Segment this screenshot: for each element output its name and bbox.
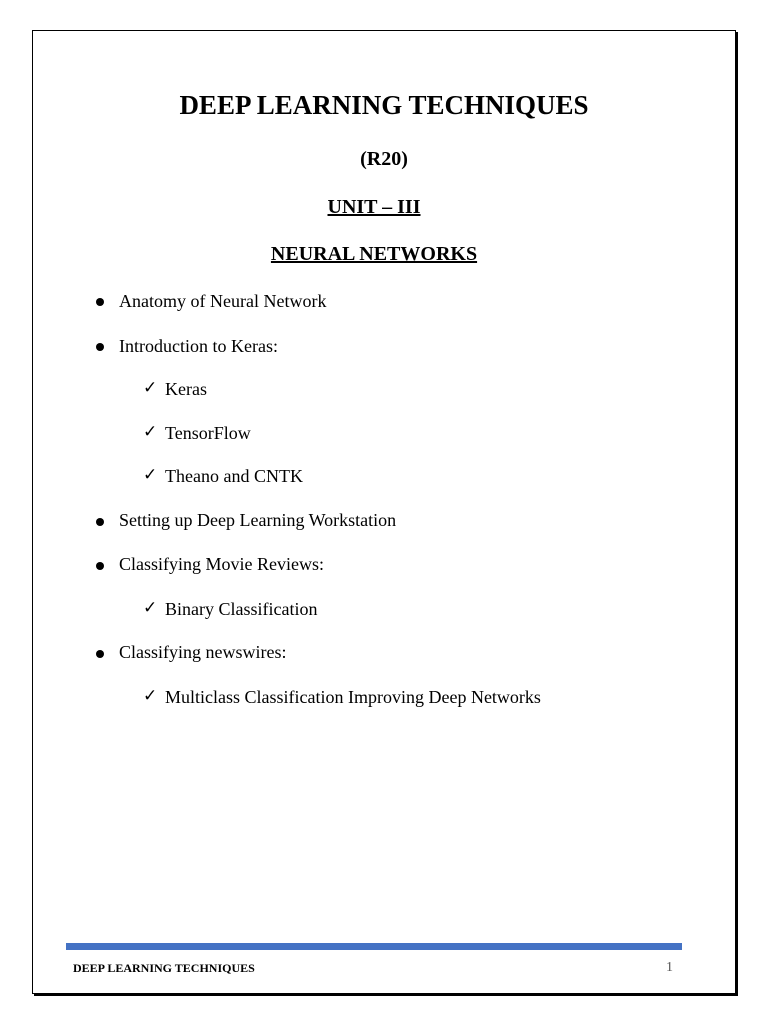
check-icon: ✓ bbox=[143, 465, 158, 484]
list-item: Setting up Deep Learning Workstation bbox=[119, 510, 397, 530]
unit-heading bbox=[0, 196, 748, 219]
check-icon: ✓ bbox=[143, 378, 158, 397]
bullet-icon bbox=[96, 650, 104, 658]
footer-bar bbox=[66, 943, 682, 950]
regulation-code: (R20) bbox=[360, 148, 408, 170]
list-item: Introduction to Keras: bbox=[119, 336, 278, 356]
check-icon: ✓ bbox=[143, 422, 158, 441]
document-title: DEEP LEARNING TECHNIQUES bbox=[179, 90, 589, 120]
bullet-icon bbox=[96, 298, 104, 306]
list-item: Anatomy of Neural Network bbox=[119, 291, 327, 311]
page-number: 1 bbox=[666, 960, 673, 975]
check-icon: ✓ bbox=[143, 598, 158, 617]
list-item: Classifying Movie Reviews: bbox=[119, 554, 324, 574]
sub-list-item: Theano and CNTK bbox=[165, 466, 303, 486]
footer-title: DEEP LEARNING TECHNIQUES bbox=[73, 961, 255, 975]
bullet-icon bbox=[96, 343, 104, 351]
check-icon: ✓ bbox=[143, 686, 158, 705]
topic-heading bbox=[0, 243, 748, 266]
unit-heading-text: UNIT – III bbox=[327, 196, 421, 218]
sub-list-item: Keras bbox=[165, 379, 207, 399]
bullet-icon bbox=[96, 518, 104, 526]
sub-list-item: Multiclass Classification Improving Deep Networks bbox=[165, 687, 541, 707]
sub-list-item: TensorFlow bbox=[165, 423, 251, 443]
list-item: Classifying newswires: bbox=[119, 642, 287, 662]
topic-heading-text: NEURAL NETWORKS bbox=[270, 243, 478, 265]
sub-list-item: Binary Classification bbox=[165, 599, 318, 619]
bullet-icon bbox=[96, 562, 104, 570]
